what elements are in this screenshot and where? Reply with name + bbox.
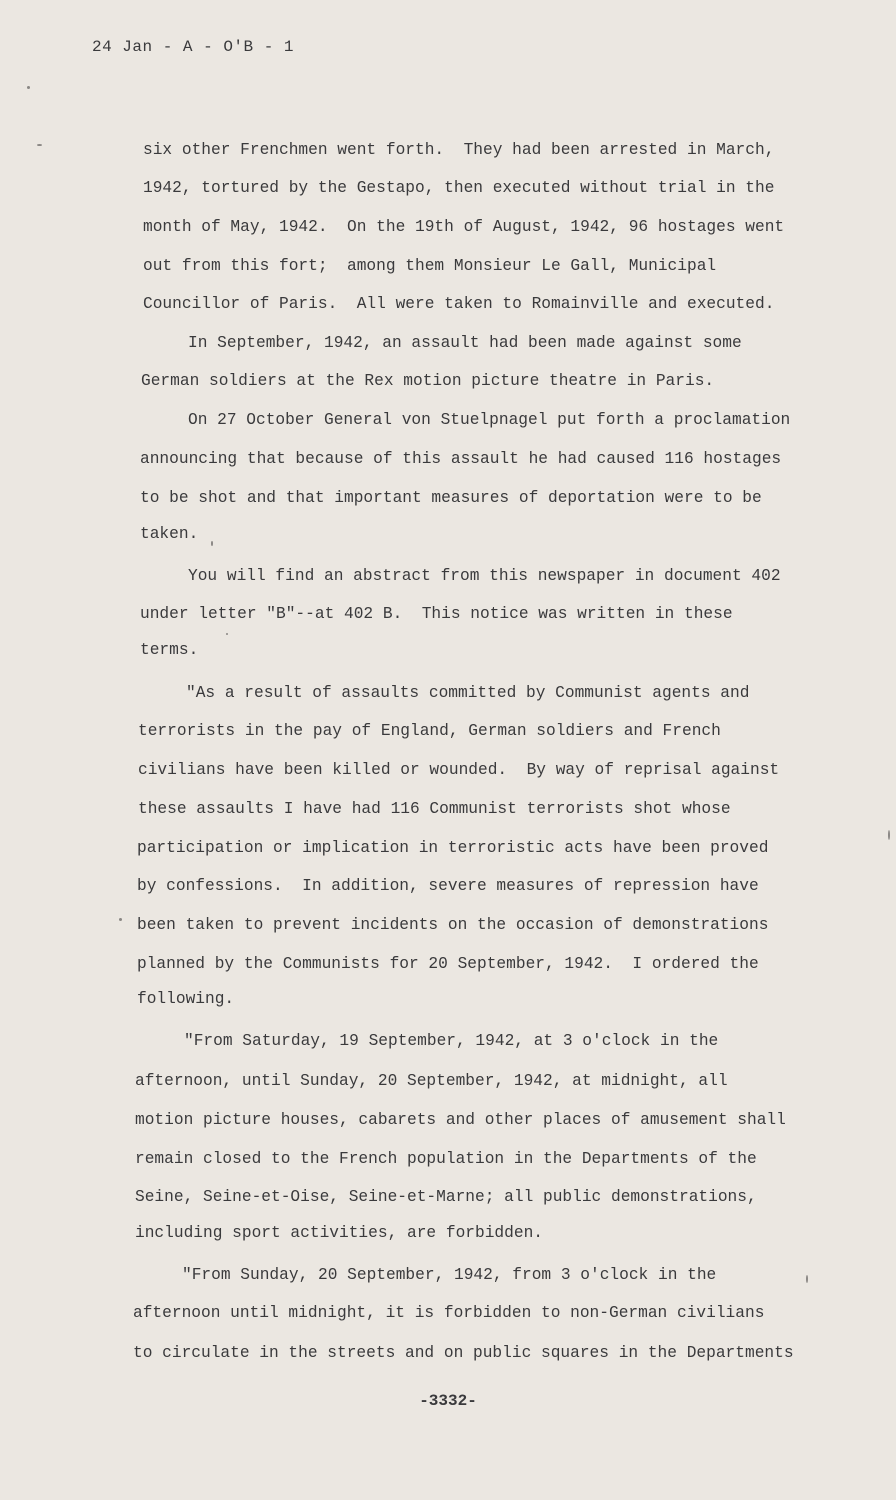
text-line: been taken to prevent incidents on the occasion of demonstrations (137, 916, 769, 934)
page-number: -3332- (419, 1392, 477, 1410)
text-line: following. (137, 990, 235, 1008)
text-line: these assaults I have had 116 Communist terrorists shot whose (138, 800, 731, 818)
text-line: terrorists in the pay of England, German soldiers and French (138, 722, 721, 740)
text-line: You will find an abstract from this newspaper in document 402 (188, 567, 781, 585)
text-line: 1942, tortured by the Gestapo, then executed without trial in the (143, 179, 775, 197)
text-line: German soldiers at the Rex motion picture theatre in Paris. (141, 372, 715, 390)
scan-speck (27, 86, 30, 89)
text-line: remain closed to the French population in the Departments of the (135, 1150, 757, 1168)
scan-speck (226, 633, 228, 635)
text-line: "As a result of assaults committed by Communist agents and (186, 684, 750, 702)
text-line: to circulate in the streets and on public squares in the Departments (133, 1344, 794, 1362)
text-line: month of May, 1942. On the 19th of August, 1942, 96 hostages went (143, 218, 785, 236)
text-line: six other Frenchmen went forth. They had been arrested in March, (143, 141, 775, 159)
text-line: by confessions. In addition, severe measures of repression have (137, 877, 759, 895)
text-line: out from this fort; among them Monsieur Le Gall, Municipal (143, 257, 717, 275)
scan-speck (888, 830, 890, 840)
text-line: afternoon, until Sunday, 20 September, 1942, at midnight, all (135, 1072, 728, 1090)
page-header: 24 Jan - A - O'B - 1 (92, 38, 295, 56)
scan-speck (37, 144, 42, 146)
text-line: taken. (140, 525, 199, 543)
text-line: afternoon until midnight, it is forbidden to non-German civilians (133, 1304, 765, 1322)
scan-speck (119, 918, 122, 921)
text-line: motion picture houses, cabarets and other places of amusement shall (135, 1111, 786, 1129)
text-line: under letter "B"--at 402 B. This notice was written in these (140, 605, 733, 623)
text-line: On 27 October General von Stuelpnagel put forth a proclamation (188, 411, 791, 429)
scan-speck (211, 541, 213, 546)
text-line: planned by the Communists for 20 September, 1942. I ordered the (137, 955, 759, 973)
text-line: civilians have been killed or wounded. By way of reprisal against (138, 761, 780, 779)
text-line: participation or implication in terroristic acts have been proved (137, 839, 769, 857)
text-line: In September, 1942, an assault had been made against some (188, 334, 742, 352)
text-line: to be shot and that important measures of deportation were to be (140, 489, 762, 507)
scan-speck (806, 1275, 808, 1283)
text-line: "From Saturday, 19 September, 1942, at 3 o'clock in the (184, 1032, 719, 1050)
text-line: "From Sunday, 20 September, 1942, from 3 o'clock in the (182, 1266, 717, 1284)
text-line: terms. (140, 641, 199, 659)
text-line: Councillor of Paris. All were taken to Romainville and executed. (143, 295, 775, 313)
text-line: Seine, Seine-et-Oise, Seine-et-Marne; all public demonstrations, (135, 1188, 757, 1206)
text-line: including sport activities, are forbidden. (135, 1224, 543, 1242)
text-line: announcing that because of this assault he had caused 116 hostages (140, 450, 782, 468)
